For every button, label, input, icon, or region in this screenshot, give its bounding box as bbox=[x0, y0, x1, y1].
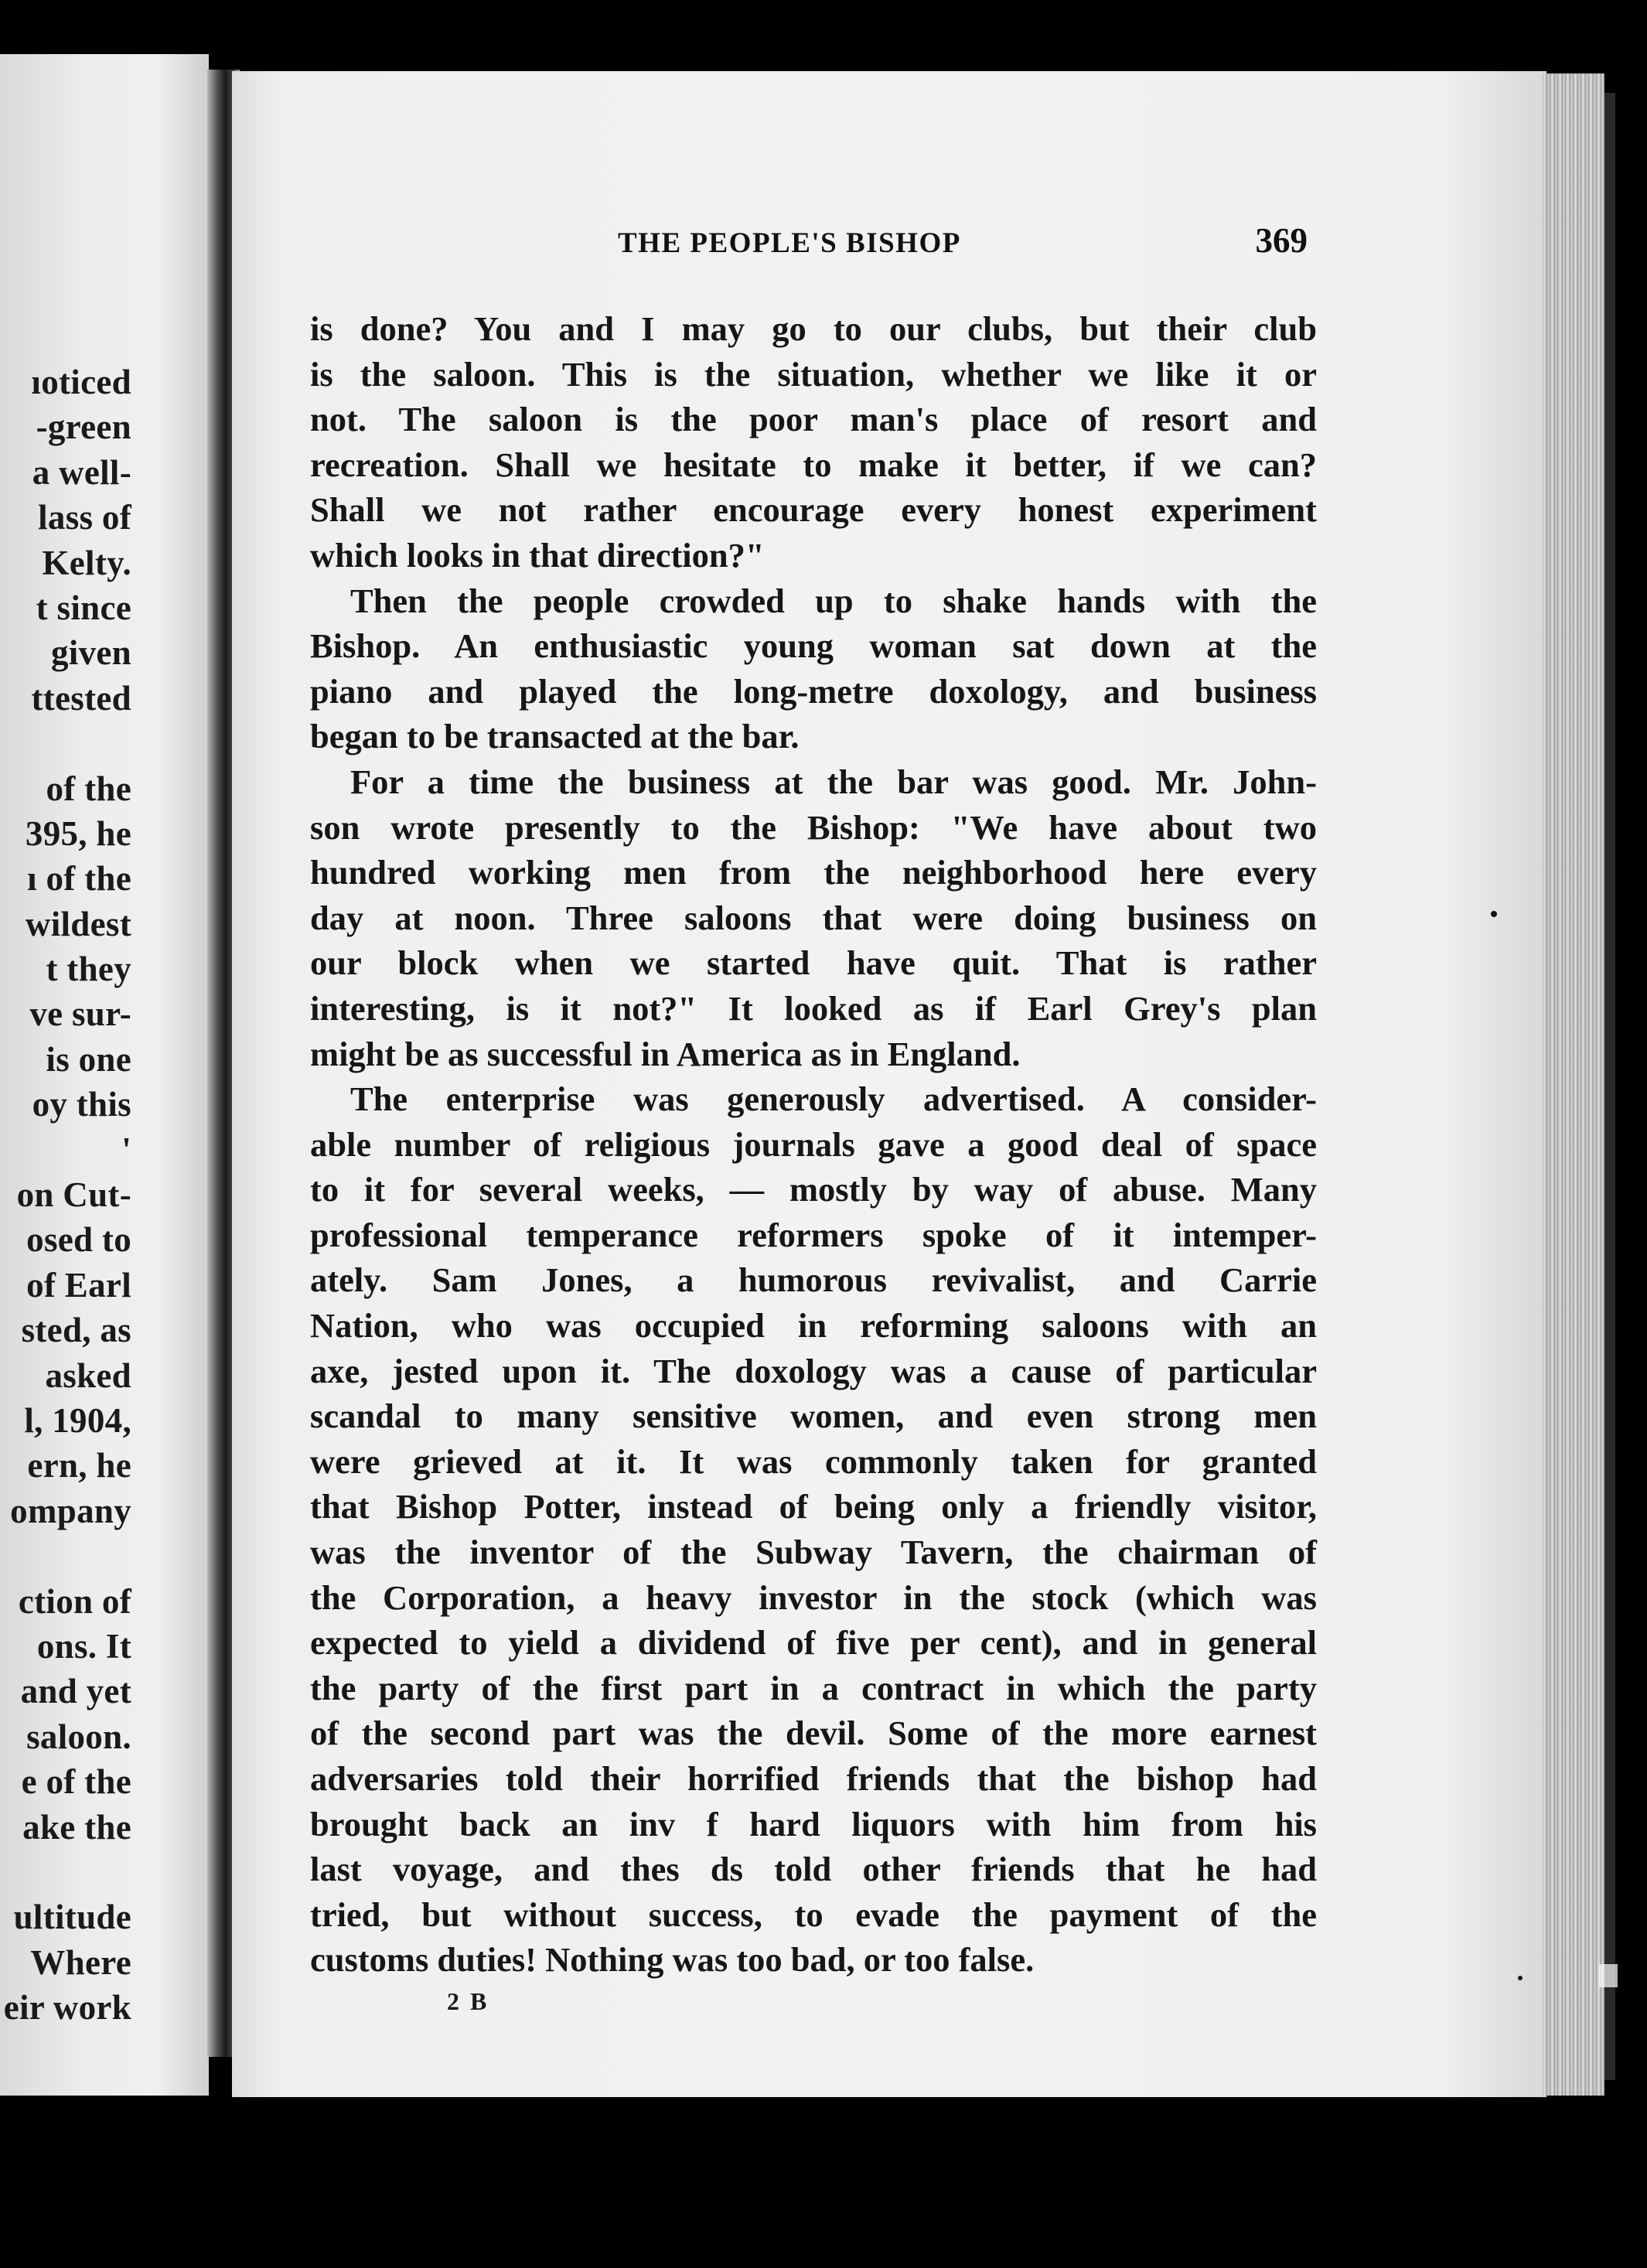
text-line: tried, but without success, to evade the payment of the bbox=[310, 1895, 1317, 1934]
previous-page-line: of Earl bbox=[26, 1265, 131, 1305]
previous-page-line: ıoticed bbox=[31, 363, 131, 401]
text-line: was the inventor of the Subway Tavern, the chairman of bbox=[310, 1533, 1317, 1572]
text-line: that Bishop Potter, instead of being only a friendly visitor, bbox=[310, 1487, 1317, 1526]
previous-page-line: oy this bbox=[32, 1085, 131, 1124]
text-line: son wrote presently to the Bishop: "We have about two bbox=[310, 807, 1317, 847]
signature-mark: 2 B bbox=[447, 1987, 489, 2015]
scan-speck bbox=[1491, 911, 1497, 917]
previous-page-line: on Cut- bbox=[16, 1175, 131, 1215]
previous-page-line: ern, he bbox=[27, 1446, 131, 1485]
previous-page-line: l, 1904, bbox=[24, 1400, 131, 1440]
previous-page-line: wildest bbox=[25, 904, 131, 943]
text-line: last voyage, and thes ds told other friends that he had bbox=[310, 1850, 1317, 1889]
previous-page-line: Where bbox=[30, 1942, 131, 1982]
text-line: is the saloon. This is the situation, whether we like it or bbox=[310, 354, 1317, 394]
text-line: day at noon. Three saloons that were doing business on bbox=[310, 898, 1317, 937]
book-cover-edge bbox=[1604, 93, 1615, 2080]
previous-page-line: ons. It bbox=[36, 1626, 131, 1666]
text-line: Then the people crowded up to shake hands with the bbox=[350, 581, 1317, 620]
running-head: THE PEOPLE'S BISHOP bbox=[618, 227, 961, 259]
text-line: were grieved at it. It was commonly taken for granted bbox=[310, 1441, 1317, 1481]
previous-page-line bbox=[4, 1533, 131, 1578]
previous-page-line: saloon. bbox=[26, 1717, 131, 1756]
previous-page-line: asked bbox=[45, 1356, 131, 1395]
text-line: is done? You and I may go to our clubs, but their club bbox=[310, 309, 1317, 348]
previous-page-line: a well- bbox=[32, 452, 131, 492]
previous-page-line: given bbox=[50, 633, 131, 673]
text-line: interesting, is it not?" It looked as if Earl Grey's plan bbox=[310, 988, 1317, 1028]
text-line: The enterprise was generously advertised. A consider- bbox=[350, 1079, 1317, 1119]
text-line: customs duties! Nothing was too bad, or too false. bbox=[310, 1940, 1035, 1980]
text-line: axe, jested upon it. The doxology was a cause of particular bbox=[310, 1351, 1317, 1390]
previous-page-line: of the bbox=[46, 769, 131, 808]
previous-page-line: eir work bbox=[3, 1988, 131, 2028]
text-line: able number of religious journals gave a good deal of space bbox=[310, 1124, 1317, 1164]
text-line: to it for several weeks, — mostly by way of abuse. Many bbox=[310, 1170, 1317, 1209]
text-line: the Corporation, a heavy investor in the stock (which was bbox=[310, 1577, 1317, 1617]
previous-page-line: ompany bbox=[10, 1491, 131, 1530]
previous-page-line: lass of bbox=[38, 498, 131, 537]
page-header bbox=[310, 220, 1323, 267]
text-line: recreation. Shall we hesitate to make it better, if we can? bbox=[310, 445, 1317, 484]
text-line: which looks in that direction?" bbox=[310, 535, 765, 575]
previous-page-line: and yet bbox=[20, 1672, 131, 1711]
text-line: ately. Sam Jones, a humorous revivalist, and Carrie bbox=[310, 1260, 1317, 1300]
text-line: the party of the first part in a contract in which the party bbox=[310, 1668, 1317, 1707]
text-line: For a time the business at the bar was good. Mr. John- bbox=[350, 762, 1317, 801]
text-line: brought back an inv f hard liquors with him from his bbox=[310, 1804, 1317, 1843]
text-line: scandal to many sensitive women, and even strong men bbox=[310, 1397, 1317, 1436]
previous-page-line: ' bbox=[121, 1130, 131, 1169]
text-line: adversaries told their horrified friends that the bishop had bbox=[310, 1759, 1317, 1798]
text-line: piano and played the long-metre doxology, and business bbox=[310, 671, 1317, 711]
previous-page-line: ve sur- bbox=[29, 994, 131, 1034]
previous-page-line: e of the bbox=[21, 1762, 131, 1802]
previous-page-line: osed to bbox=[26, 1220, 131, 1260]
page-body bbox=[310, 306, 1317, 1983]
page-number: 369 bbox=[1255, 221, 1308, 260]
text-line: hundred working men from the neighborhood here every bbox=[310, 853, 1317, 892]
previous-page bbox=[0, 54, 209, 2096]
previous-page-line bbox=[4, 1850, 131, 1895]
text-line: Bishop. An enthusiastic young woman sat down at the bbox=[310, 626, 1317, 666]
previous-page-line: Kelty. bbox=[42, 543, 131, 582]
previous-page-line: 395, he bbox=[25, 813, 131, 853]
previous-page-line: ake the bbox=[22, 1807, 131, 1847]
previous-page-line: t they bbox=[46, 950, 131, 989]
previous-page-line: ultitude bbox=[13, 1898, 131, 1937]
text-line: Shall we not rather encourage every honest experiment bbox=[310, 490, 1317, 530]
previous-page-line: is one bbox=[46, 1039, 131, 1079]
text-line: began to be transacted at the bar. bbox=[310, 717, 800, 756]
text-line: not. The saloon is the poor man's place of resort and bbox=[310, 400, 1317, 439]
previous-page-line bbox=[4, 721, 131, 766]
text-line: professional temperance reformers spoke of it intemper- bbox=[310, 1215, 1317, 1254]
previous-page-line: sted, as bbox=[21, 1311, 131, 1350]
previous-page-line: ttested bbox=[31, 678, 131, 718]
page-edges bbox=[1543, 73, 1604, 2096]
edge-tab bbox=[1599, 1964, 1618, 1987]
text-line: Nation, who was occupied in reforming saloons with an bbox=[310, 1306, 1317, 1345]
previous-page-line: ı of the bbox=[27, 859, 131, 899]
previous-page-line: t since bbox=[36, 588, 131, 627]
previous-page-text bbox=[4, 360, 131, 2030]
text-line: of the second part was the devil. Some of the more earnest bbox=[310, 1714, 1317, 1753]
previous-page-line: -green bbox=[36, 408, 131, 447]
text-line: might be as successful in America as in England. bbox=[310, 1034, 1021, 1073]
text-line: our block when we started have quit. That is rather bbox=[310, 943, 1317, 983]
previous-page-line: ction of bbox=[18, 1581, 131, 1621]
scan-speck bbox=[1518, 1976, 1523, 1980]
text-line: expected to yield a dividend of five per cent), and in general bbox=[310, 1623, 1317, 1663]
